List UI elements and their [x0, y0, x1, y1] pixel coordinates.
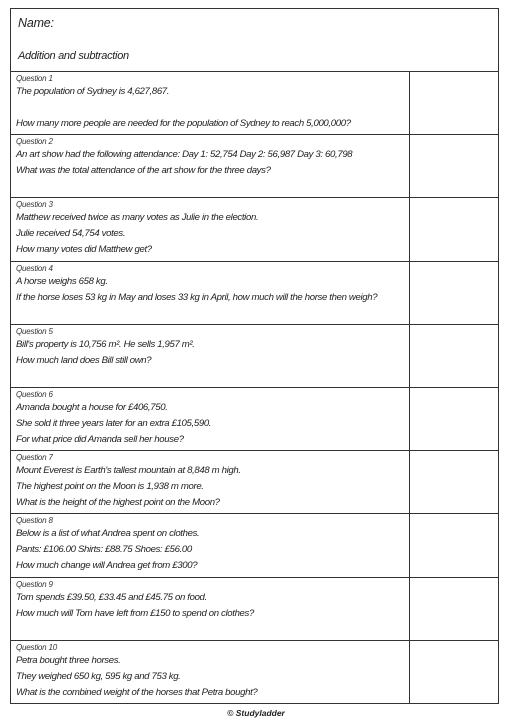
question-cell	[11, 135, 410, 197]
question-cell	[11, 262, 410, 324]
question-cell	[11, 514, 410, 576]
question-text: The population of Sydney is 4,627,867.	[16, 86, 170, 97]
question-text: What is the combined weight of the horses that Petra bought?	[16, 686, 258, 698]
question-cell	[11, 451, 410, 513]
worksheet-topic: Addition and subtraction	[18, 50, 129, 62]
question-text: How many more people are needed for the population of Sydney to reach 5,000,000?	[16, 118, 351, 129]
question-text: How much will Tom have left from £150 to spend on clothes?	[16, 607, 254, 619]
question-text: What was the total attendance of the art show for the three days?	[16, 165, 271, 177]
question-row-10	[11, 641, 498, 704]
answer-box[interactable]	[410, 451, 498, 513]
question-text: Matthew received twice as many votes as Julie in the election.	[16, 212, 259, 224]
question-text: Pants: £106.00 Shirts: £88.75 Shoes: £56.00	[16, 544, 192, 556]
question-text: Julie received 54,754 votes.	[16, 228, 126, 240]
question-cell	[11, 388, 410, 450]
answer-box[interactable]	[410, 135, 498, 197]
question-label: Question 1	[16, 74, 53, 83]
question-text: What is the height of the highest point on the Moon?	[16, 497, 220, 509]
question-text: Below is a list of what Andrea spent on clothes.	[16, 528, 200, 540]
worksheet	[10, 8, 499, 704]
question-label: Question 10	[16, 642, 57, 652]
question-label: Question 3	[16, 200, 53, 210]
question-text: Bill's property is 10,756 m². He sells 1,957 m².	[16, 338, 195, 350]
question-label: Question 8	[16, 516, 53, 526]
question-row-7	[11, 451, 498, 514]
question-row-3	[11, 198, 498, 261]
answer-box[interactable]	[410, 72, 498, 134]
answer-box[interactable]	[410, 262, 498, 324]
question-text: Amanda bought a house for £406,750.	[16, 401, 168, 413]
answer-box[interactable]	[410, 198, 498, 260]
question-text: How much change will Andrea get from £300?	[16, 560, 198, 572]
question-text: She sold it three years later for an extra £105,590.	[16, 417, 212, 429]
question-cell	[11, 198, 410, 260]
question-row-1	[11, 72, 498, 135]
question-cell	[11, 641, 410, 704]
question-text: An art show had the following attendance: Day 1: 52,754 Day 2: 56,987 Day 3: 60,798	[16, 149, 353, 161]
question-label: Question 6	[16, 389, 53, 399]
copyright-footer: © Studyladder	[227, 708, 285, 718]
question-row-9	[11, 578, 498, 641]
question-cell	[11, 72, 410, 134]
question-text: A horse weighs 658 kg.	[16, 275, 108, 287]
question-row-6	[11, 388, 498, 451]
answer-box[interactable]	[410, 388, 498, 450]
question-text: Petra bought three horses.	[16, 654, 121, 666]
question-text: Mount Everest is Earth's tallest mountain at 8,848 m high.	[16, 465, 241, 477]
question-label: Question 4	[16, 263, 53, 273]
question-row-2	[11, 135, 498, 198]
name-label: Name:	[18, 16, 54, 30]
question-label: Question 7	[16, 453, 53, 463]
question-text: Tom spends £39.50, £33.45 and £45.75 on food.	[16, 591, 207, 603]
question-row-4	[11, 262, 498, 325]
answer-box[interactable]	[410, 641, 498, 704]
question-label: Question 2	[16, 137, 53, 147]
question-label: Question 9	[16, 579, 53, 589]
question-text: They weighed 650 kg, 595 kg and 753 kg.	[16, 670, 181, 682]
answer-box[interactable]	[410, 578, 498, 640]
question-text: For what price did Amanda sell her house?	[16, 433, 184, 445]
question-text: If the horse loses 53 kg in May and loses 33 kg in April, how much will the horse then weigh?	[16, 291, 378, 303]
worksheet-header	[11, 9, 498, 72]
answer-box[interactable]	[410, 325, 498, 387]
answer-box[interactable]	[410, 514, 498, 576]
question-row-5	[11, 325, 498, 388]
question-label: Question 5	[16, 326, 53, 336]
question-cell	[11, 578, 410, 640]
question-cell	[11, 325, 410, 387]
question-text: How much land does Bill still own?	[16, 354, 152, 366]
question-list	[11, 72, 498, 704]
question-text: The highest point on the Moon is 1,938 m more.	[16, 481, 204, 493]
question-text: How many votes did Matthew get?	[16, 244, 152, 256]
question-row-8	[11, 514, 498, 577]
